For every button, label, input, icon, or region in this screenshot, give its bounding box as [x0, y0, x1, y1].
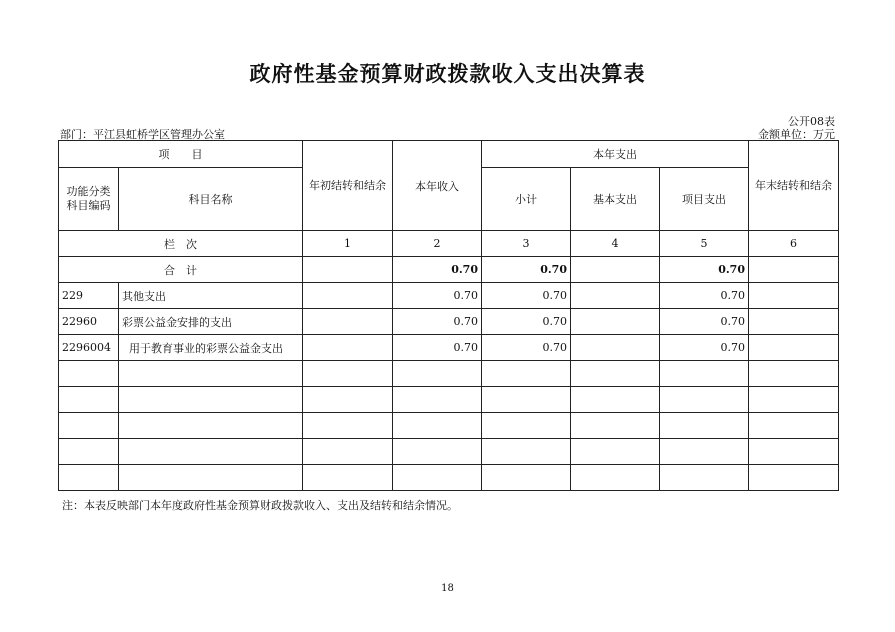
row-code: 229: [59, 283, 119, 309]
column-index-3: 3: [482, 231, 571, 257]
total-subtotal: 0.70: [482, 257, 571, 283]
header-subtotal: 小计: [482, 168, 571, 231]
table-row: [59, 361, 839, 387]
column-index-label: 栏 次: [59, 231, 303, 257]
page-number: 18: [441, 583, 454, 594]
header-income: 本年收入: [393, 141, 482, 231]
header-project-expense: 项目支出: [660, 168, 749, 231]
row-basic-expense: [571, 361, 660, 387]
header-ending-balance: 年末结转和结余: [749, 141, 839, 231]
header-item: 项 目: [59, 141, 303, 168]
budget-table: [58, 140, 839, 491]
total-income: 0.70: [393, 257, 482, 283]
row-name: 彩票公益金安排的支出: [119, 309, 303, 335]
row-income: [393, 361, 482, 387]
row-name: [119, 439, 303, 465]
form-number: 公开08表: [788, 115, 835, 128]
row-beginning-balance: [303, 387, 393, 413]
row-project-expense: 0.70: [660, 309, 749, 335]
row-subtotal: [482, 413, 571, 439]
row-code: [59, 387, 119, 413]
header-expense-group: 本年支出: [482, 141, 749, 168]
row-income: 0.70: [393, 309, 482, 335]
row-ending-balance: [749, 387, 839, 413]
row-basic-expense: [571, 309, 660, 335]
row-name: 其他支出: [119, 283, 303, 309]
row-name: [119, 413, 303, 439]
row-ending-balance: [749, 335, 839, 361]
row-name: [119, 465, 303, 491]
row-code: [59, 439, 119, 465]
row-subtotal: 0.70: [482, 335, 571, 361]
row-code: 22960: [59, 309, 119, 335]
row-income: [393, 439, 482, 465]
row-subtotal: 0.70: [482, 309, 571, 335]
row-income: 0.70: [393, 283, 482, 309]
column-index-4: 4: [571, 231, 660, 257]
row-project-expense: [660, 439, 749, 465]
table-row: [59, 465, 839, 491]
total-label: 合 计: [59, 257, 303, 283]
row-subtotal: [482, 465, 571, 491]
row-ending-balance: [749, 309, 839, 335]
row-name: [119, 361, 303, 387]
total-row: [59, 257, 839, 283]
row-beginning-balance: [303, 309, 393, 335]
header-basic-expense: 基本支出: [571, 168, 660, 231]
row-project-expense: 0.70: [660, 283, 749, 309]
report-title: 政府性基金预算财政拨款收入支出决算表: [249, 61, 646, 86]
column-index-6: 6: [749, 231, 839, 257]
row-code: 2296004: [59, 335, 119, 361]
row-subtotal: [482, 361, 571, 387]
row-code: [59, 361, 119, 387]
row-project-expense: [660, 361, 749, 387]
row-ending-balance: [749, 283, 839, 309]
row-name: [119, 387, 303, 413]
row-income: [393, 387, 482, 413]
table-row: [59, 335, 839, 361]
row-ending-balance: [749, 413, 839, 439]
department-label: 部门：平江县虹桥学区管理办公室: [60, 128, 225, 141]
row-ending-balance: [749, 465, 839, 491]
total-project-expense: 0.70: [660, 257, 749, 283]
row-subtotal: [482, 439, 571, 465]
row-name: 用于教育事业的彩票公益金支出: [119, 335, 303, 361]
column-index-1: 1: [303, 231, 393, 257]
row-income: 0.70: [393, 335, 482, 361]
header-func-code: 功能分类科目编码: [59, 168, 119, 231]
row-income: [393, 465, 482, 491]
row-code: [59, 465, 119, 491]
row-basic-expense: [571, 439, 660, 465]
row-basic-expense: [571, 465, 660, 491]
total-ending-balance: [749, 257, 839, 283]
row-subtotal: 0.70: [482, 283, 571, 309]
row-beginning-balance: [303, 361, 393, 387]
row-basic-expense: [571, 387, 660, 413]
row-beginning-balance: [303, 413, 393, 439]
row-beginning-balance: [303, 283, 393, 309]
footnote: 注：本表反映部门本年度政府性基金预算财政拨款收入、支出及结转和结余情况。: [62, 499, 458, 512]
header-beginning-balance: 年初结转和结余: [303, 141, 393, 231]
row-project-expense: [660, 413, 749, 439]
table-row: [59, 387, 839, 413]
row-code: [59, 413, 119, 439]
currency-unit-label: 金额单位：万元: [758, 128, 835, 141]
total-basic-expense: [571, 257, 660, 283]
row-basic-expense: [571, 413, 660, 439]
row-project-expense: [660, 465, 749, 491]
row-project-expense: 0.70: [660, 335, 749, 361]
table-row: [59, 413, 839, 439]
row-income: [393, 413, 482, 439]
row-ending-balance: [749, 361, 839, 387]
row-project-expense: [660, 387, 749, 413]
row-beginning-balance: [303, 465, 393, 491]
column-index-5: 5: [660, 231, 749, 257]
table-row: [59, 439, 839, 465]
table-row: [59, 309, 839, 335]
row-basic-expense: [571, 335, 660, 361]
table-row: [59, 283, 839, 309]
column-index-2: 2: [393, 231, 482, 257]
header-subject-name: 科目名称: [119, 168, 303, 231]
total-beginning-balance: [303, 257, 393, 283]
row-ending-balance: [749, 439, 839, 465]
row-beginning-balance: [303, 439, 393, 465]
row-beginning-balance: [303, 335, 393, 361]
row-basic-expense: [571, 283, 660, 309]
row-subtotal: [482, 387, 571, 413]
